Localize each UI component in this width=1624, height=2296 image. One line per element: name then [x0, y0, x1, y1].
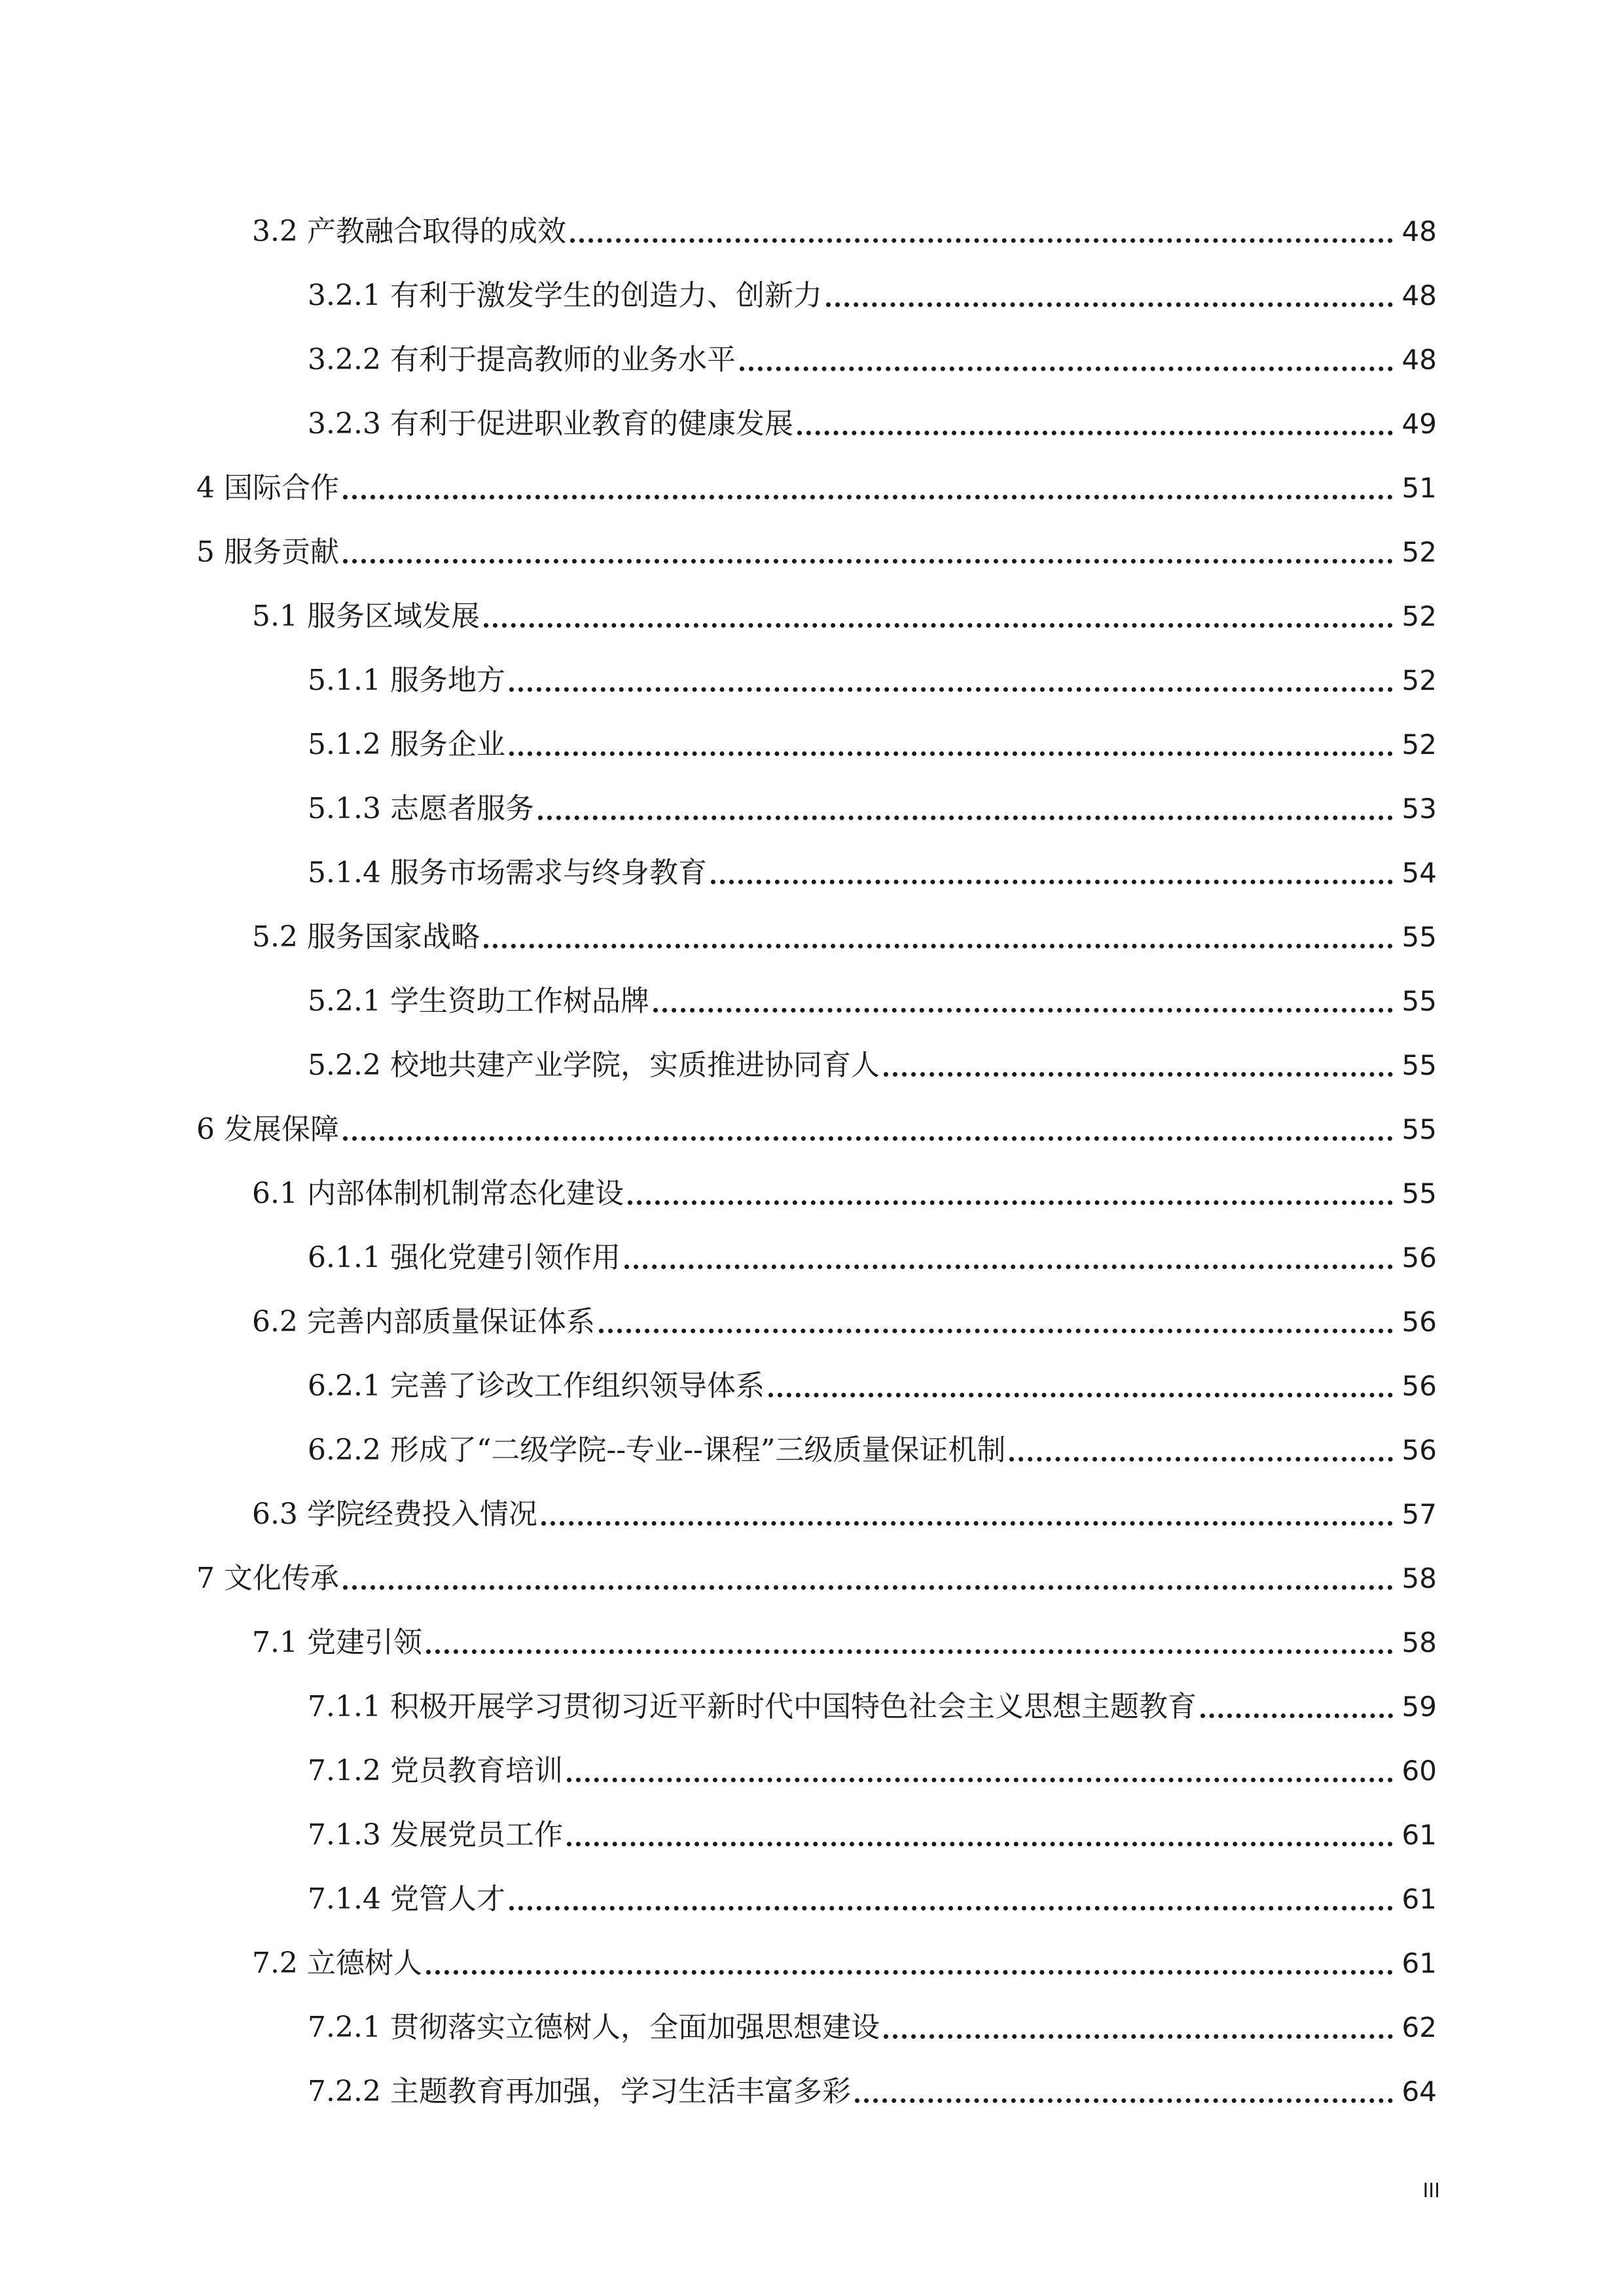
dot-leader [343, 1136, 1393, 1141]
dot-leader [740, 367, 1393, 371]
footer-page-number: III [1422, 2179, 1440, 2202]
toc-entry-label: 5.1.2 服务企业 [308, 728, 505, 761]
dot-leader [768, 1393, 1393, 1397]
toc-entry-label: 7.1.3 发展党员工作 [308, 1818, 563, 1852]
toc-entry-label: 5.1.1 服务地方 [308, 664, 505, 697]
toc-entry-page: 52 [1401, 664, 1437, 696]
toc-entry-label: 6.1.1 强化党建引领作用 [308, 1241, 621, 1274]
toc-entry[interactable] [308, 777, 1437, 829]
toc-entry-page: 55 [1401, 1177, 1437, 1210]
toc-entry-page: 59 [1401, 1691, 1437, 1723]
toc-entry-label: 5.2 服务国家战略 [252, 920, 480, 954]
toc-entry-label: 7.1.1 积极开展学习贯彻习近平新时代中国特色社会主义思想主题教育 [308, 1690, 1197, 1723]
toc-entry-label: 6.2.1 完善了诊改工作组织领导体系 [308, 1369, 765, 1403]
toc-entry-page: 61 [1401, 1947, 1437, 1979]
toc-entry[interactable] [308, 1996, 1437, 2048]
toc-entry-label: 3.2.1 有利于激发学生的创造力、创新力 [308, 279, 822, 312]
toc-entry[interactable] [308, 1354, 1437, 1407]
dot-leader [1200, 1713, 1393, 1718]
toc-entry-page: 55 [1401, 921, 1437, 953]
toc-entry-label: 6.1 内部体制机制常态化建设 [252, 1177, 624, 1210]
dot-leader [509, 687, 1393, 692]
toc-entry-label: 6.2.2 形成了“二级学院--专业--课程”三级质量保证机制 [308, 1433, 1006, 1467]
dot-leader [797, 431, 1393, 435]
toc-entry[interactable] [252, 1482, 1437, 1535]
toc-entry-label: 7.2 立德树人 [252, 1946, 422, 1980]
toc-entry-page: 56 [1401, 1242, 1437, 1274]
toc-entry-page: 64 [1401, 2075, 1437, 2108]
dot-leader [628, 1200, 1393, 1205]
toc-entry-label: 5.2.1 学生资助工作树品牌 [308, 984, 649, 1018]
toc-entry-page: 52 [1401, 536, 1437, 568]
toc-entry[interactable] [308, 841, 1437, 893]
dot-leader [653, 1008, 1393, 1013]
toc-entry[interactable] [308, 1739, 1437, 1791]
toc-entry-label: 5.1.4 服务市场需求与终身教育 [308, 856, 707, 889]
toc-entry-page: 48 [1401, 215, 1437, 247]
toc-entry-label: 4 国际合作 [196, 471, 339, 505]
toc-entry-page: 52 [1401, 728, 1437, 761]
toc-entry-label: 3.2.2 有利于提高教师的业务水平 [308, 343, 736, 376]
toc-entry[interactable] [308, 264, 1437, 316]
dot-leader [484, 944, 1393, 948]
dot-leader [343, 559, 1393, 564]
toc-entry-label: 5.2.2 校地共建产业学院，实质推进协同育人 [308, 1049, 880, 1082]
dot-leader [426, 1649, 1393, 1654]
toc-entry-page: 53 [1401, 793, 1437, 825]
dot-leader [1009, 1457, 1392, 1462]
dot-leader [570, 238, 1393, 243]
toc-entry-label: 7.1.2 党员教育培训 [308, 1754, 563, 1787]
toc-entry[interactable] [252, 1290, 1437, 1342]
dot-leader [711, 880, 1393, 884]
toc-entry[interactable] [308, 1675, 1437, 1727]
toc-entry[interactable] [308, 1226, 1437, 1278]
dot-leader [538, 816, 1393, 820]
toc-entry-page: 55 [1401, 985, 1437, 1017]
toc-entry[interactable] [308, 1867, 1437, 1920]
toc-entry[interactable] [308, 1418, 1437, 1471]
toc-entry-label: 6.2 完善内部质量保证体系 [252, 1305, 595, 1338]
toc-entry-label: 3.2.3 有利于促进职业教育的健康发展 [308, 407, 793, 440]
toc-entry[interactable] [308, 392, 1437, 444]
toc-entry-page: 49 [1401, 408, 1437, 440]
toc-entry-label: 5.1 服务区域发展 [252, 600, 480, 633]
toc-entry[interactable] [196, 520, 1437, 573]
dot-leader [509, 751, 1393, 756]
toc-entry-page: 56 [1401, 1306, 1437, 1338]
toc-entry[interactable] [252, 1931, 1437, 1984]
toc-entry-label: 7.2.1 贯彻落实立德树人，全面加强思想建设 [308, 2011, 880, 2044]
toc-entry[interactable] [308, 1033, 1437, 1086]
toc-entry-page: 61 [1401, 1883, 1437, 1915]
toc-entry-label: 7 文化传承 [196, 1562, 339, 1595]
toc-entry[interactable] [252, 200, 1437, 252]
toc-entry[interactable] [252, 1162, 1437, 1214]
toc-entry[interactable] [308, 649, 1437, 701]
toc-entry-page: 51 [1401, 472, 1437, 504]
dot-leader [855, 2098, 1393, 2103]
toc-entry-page: 56 [1401, 1370, 1437, 1402]
toc-entry[interactable] [252, 905, 1437, 958]
toc-entry[interactable] [308, 969, 1437, 1022]
toc-entry[interactable] [196, 1547, 1437, 1599]
toc-entry[interactable] [252, 584, 1437, 637]
toc-entry-label: 6 发展保障 [196, 1113, 339, 1146]
toc-entry[interactable] [308, 2060, 1437, 2112]
toc-entry-page: 55 [1401, 1113, 1437, 1145]
toc-entry-label: 7.1 党建引领 [252, 1626, 422, 1659]
dot-leader [484, 623, 1393, 628]
dot-leader [624, 1265, 1393, 1269]
toc-entry-label: 5.1.3 志愿者服务 [308, 792, 534, 825]
toc-entry-page: 60 [1401, 1755, 1437, 1787]
toc-entry-page: 61 [1401, 1819, 1437, 1851]
toc-entry[interactable] [308, 328, 1437, 380]
toc-entry-label: 6.3 学院经费投入情况 [252, 1498, 537, 1531]
dot-leader [567, 1778, 1393, 1782]
dot-leader [826, 302, 1393, 307]
toc-entry[interactable] [252, 1611, 1437, 1663]
dot-leader [509, 1906, 1393, 1910]
toc-entry-page: 56 [1401, 1434, 1437, 1466]
toc-entry-page: 48 [1401, 279, 1437, 312]
toc-entry-page: 58 [1401, 1562, 1437, 1594]
dot-leader [884, 1072, 1393, 1077]
toc-entry-page: 52 [1401, 600, 1437, 632]
toc-entry-label: 7.2.2 主题教育再加强，学习生活丰富多彩 [308, 2075, 851, 2108]
toc-entry[interactable] [196, 456, 1437, 509]
dot-leader [541, 1521, 1393, 1526]
toc-entry-page: 54 [1401, 857, 1437, 889]
toc-entry-page: 55 [1401, 1049, 1437, 1081]
toc-entry-page: 48 [1401, 344, 1437, 376]
dot-leader [599, 1329, 1393, 1333]
toc-entry[interactable] [196, 1098, 1437, 1150]
dot-leader [343, 1585, 1393, 1590]
toc-entry[interactable] [308, 713, 1437, 765]
toc-entry-label: 7.1.4 党管人才 [308, 1882, 505, 1916]
dot-leader [567, 1842, 1393, 1846]
toc-entry-page: 62 [1401, 2011, 1437, 2043]
toc-entry-label: 3.2 产教融合取得的成效 [252, 215, 566, 248]
dot-leader [343, 495, 1393, 499]
toc-entry-page: 57 [1401, 1498, 1437, 1530]
dot-leader [884, 2034, 1393, 2039]
toc-entry[interactable] [308, 1803, 1437, 1856]
toc-entry-label: 5 服务贡献 [196, 535, 339, 569]
dot-leader [426, 1970, 1393, 1975]
toc-entry-page: 58 [1401, 1626, 1437, 1659]
